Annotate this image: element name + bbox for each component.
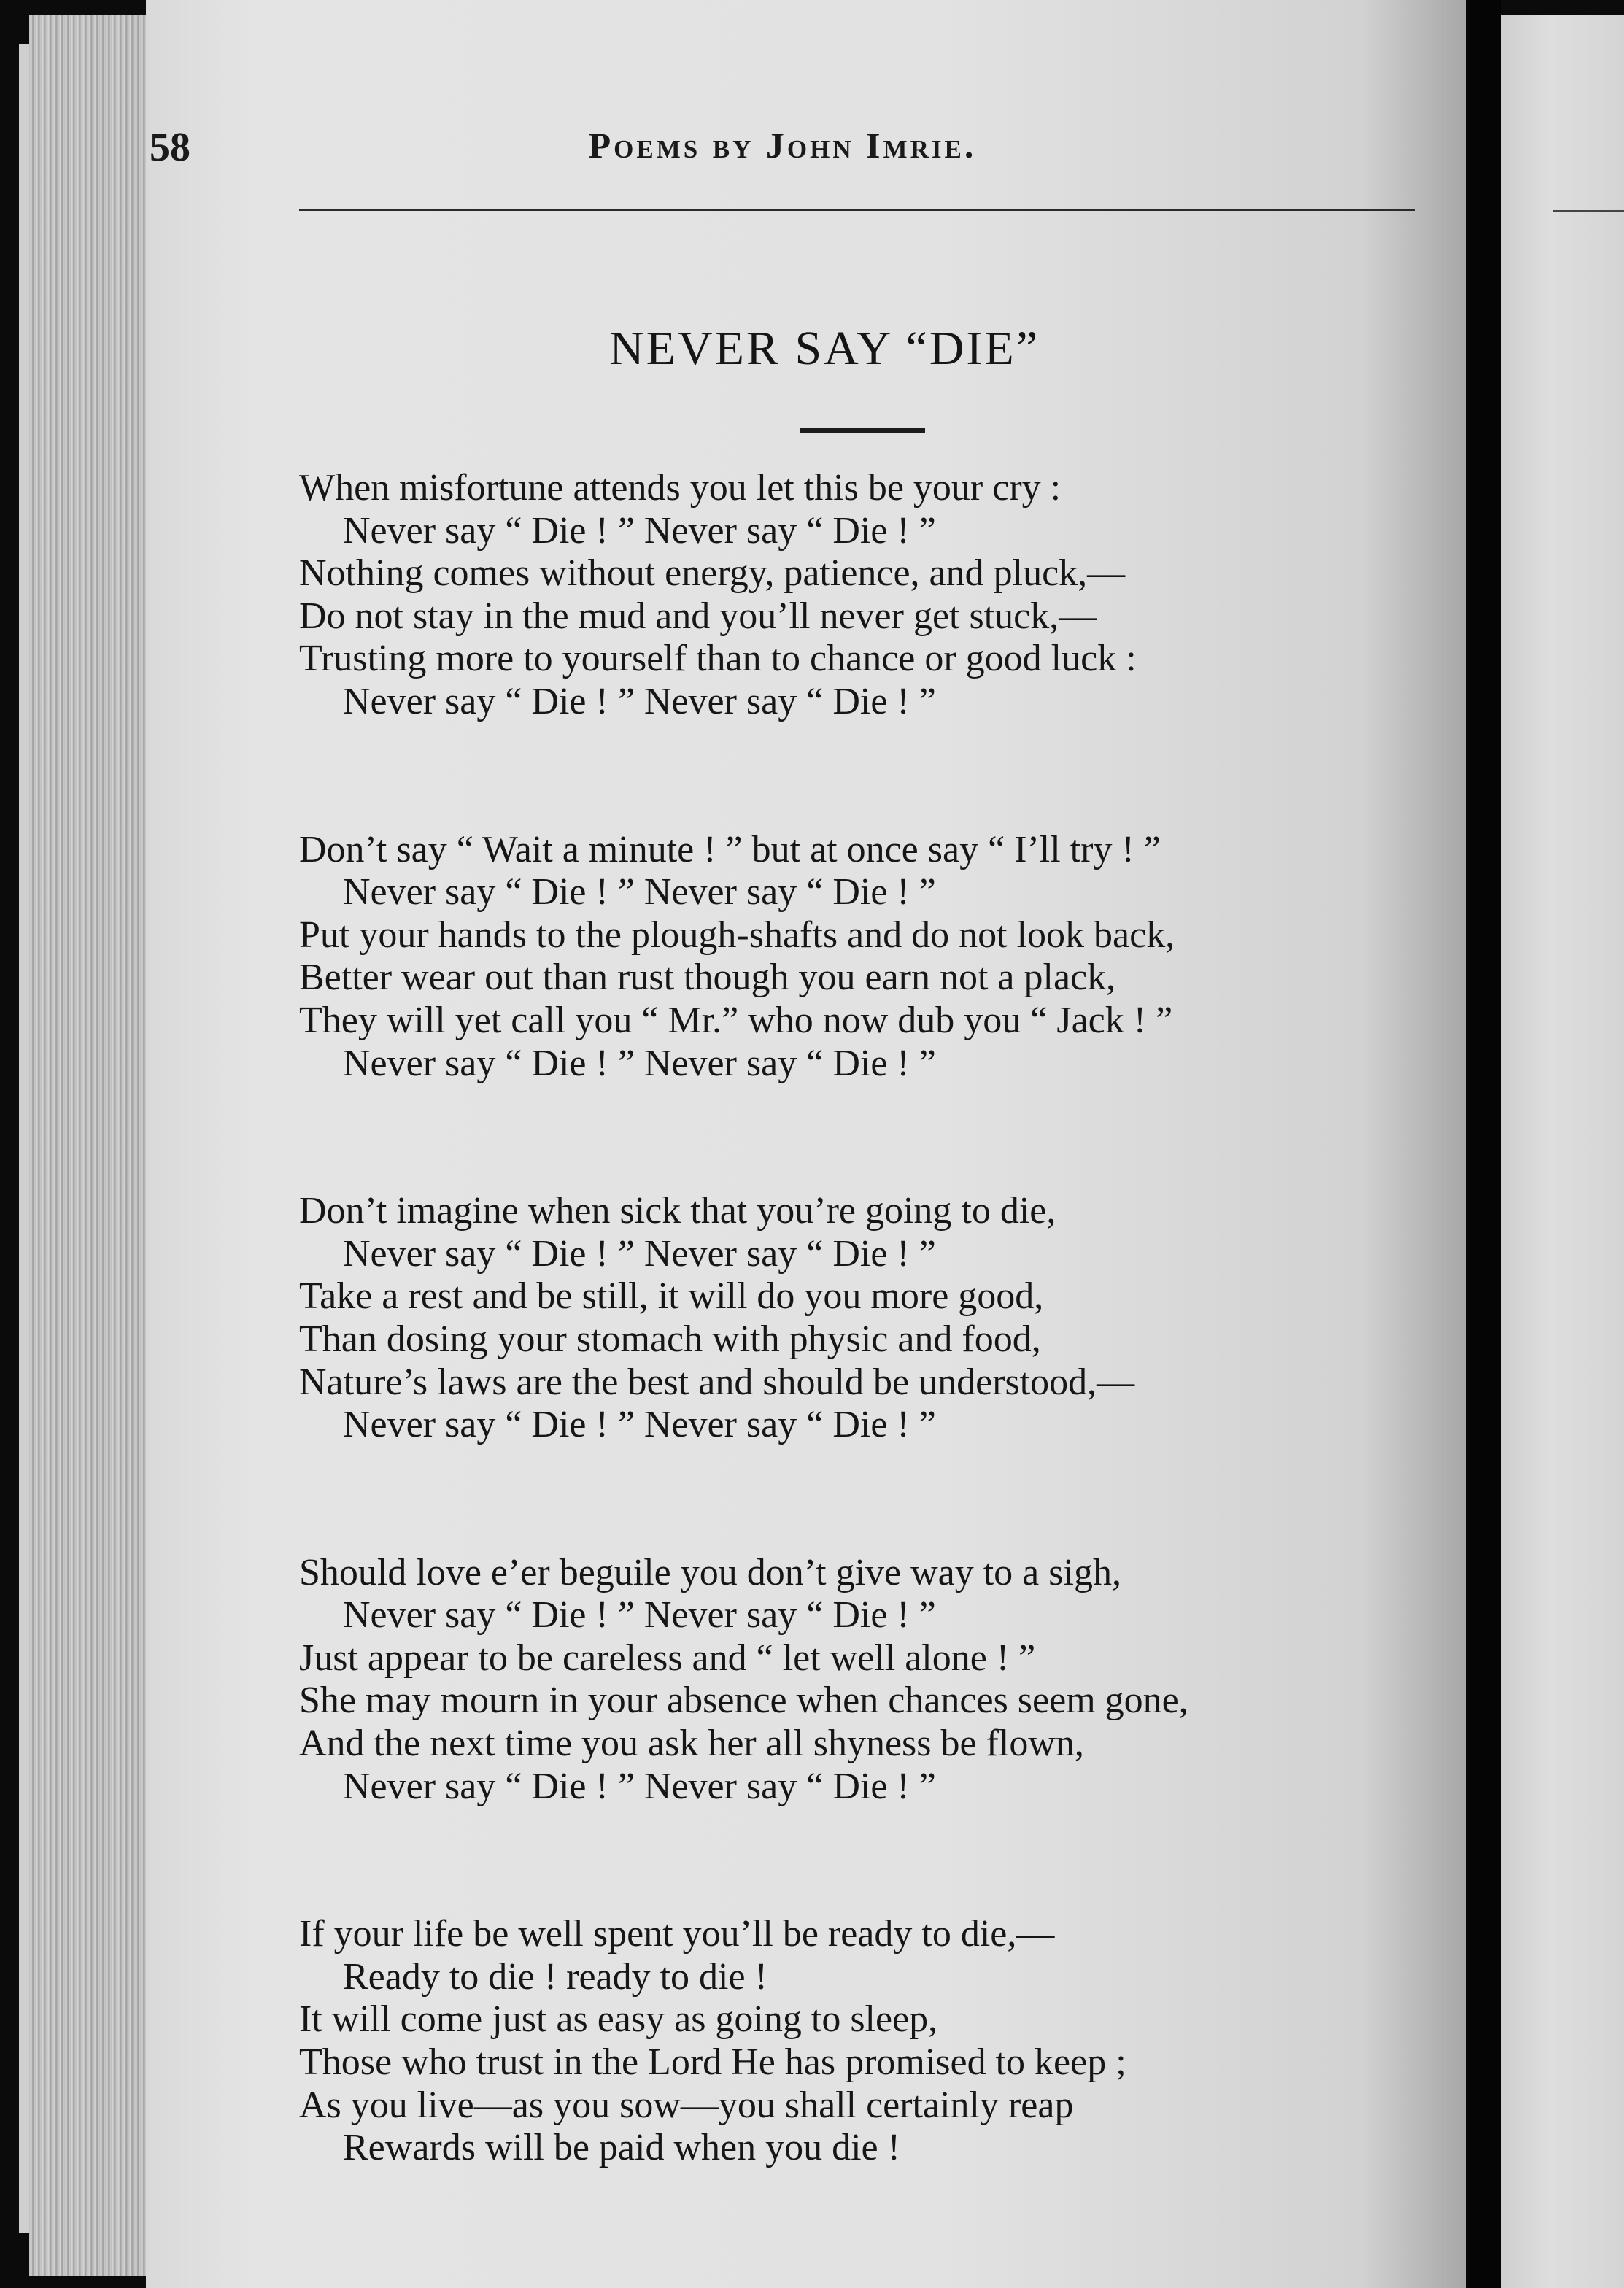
verse-line: Don’t imagine when sick that you’re going to die, <box>299 1190 1056 1232</box>
running-head <box>150 124 1415 182</box>
verse-line: It will come just as easy as going to sleep, <box>299 1998 938 2041</box>
facing-page-rule <box>1553 210 1624 212</box>
verse-line: Trusting more to yourself than to chance or good luck : <box>299 638 1137 680</box>
title-rule <box>800 428 925 433</box>
verse-line: As you live—as you sow—you shall certainly reap <box>299 2084 1074 2126</box>
book-gutter <box>1466 0 1501 2288</box>
poem-body <box>299 467 1437 2170</box>
verse-line: Take a rest and be still, it will do you more good, <box>299 1275 1044 1318</box>
verse-line: If your life be well spent you’ll be ready to die,— <box>299 1913 1055 1955</box>
book-page-edges <box>29 15 153 2276</box>
verse-line: They will yet call you “ Mr.” who now dub you “ Jack ! ” <box>299 999 1173 1041</box>
verse-line: She may mourn in your absence when chances seem gone, <box>299 1680 1188 1722</box>
stanza <box>299 1552 1437 1809</box>
refrain-line: Never say “ Die ! ” Never say “ Die ! ” <box>343 1765 936 1807</box>
verse-line: Nothing comes without energy, patience, and pluck,— <box>299 552 1126 595</box>
verse-line: Don’t say “ Wait a minute ! ” but at once say “ I’ll try ! ” <box>299 828 1161 870</box>
verse-line: Those who trust in the Lord He has promised to keep ; <box>299 2041 1126 2084</box>
refrain-line: Never say “ Die ! ” Never say “ Die ! ” <box>343 509 936 552</box>
poem-title: NEVER SAY “DIE” <box>608 322 1040 375</box>
refrain-line: Never say “ Die ! ” Never say “ Die ! ” <box>343 871 936 913</box>
verse-line: And the next time you ask her all shyness be flown, <box>299 1723 1084 1765</box>
stanza <box>299 1190 1437 1447</box>
refrain-line: Never say “ Die ! ” Never say “ Die ! ” <box>343 680 936 722</box>
header-rule <box>299 209 1415 211</box>
page-number: 58 <box>150 125 190 170</box>
verse-line: Do not stay in the mud and you’ll never get stuck,— <box>299 595 1097 637</box>
stanza <box>299 1913 1437 2170</box>
verse-line: Just appear to be careless and “ let well alone ! ” <box>299 1636 1036 1679</box>
refrain-line: Never say “ Die ! ” Never say “ Die ! ” <box>343 1404 936 1446</box>
refrain-line: Ready to die ! ready to die ! <box>343 1955 767 1998</box>
verse-line: Better wear out than rust though you earn not a plack, <box>299 956 1116 999</box>
verse-line: Should love e’er beguile you don’t give way to a sigh, <box>299 1551 1121 1593</box>
facing-page-edge <box>1501 15 1624 2288</box>
verse-line: Put your hands to the plough-shafts and do not look back, <box>299 913 1175 956</box>
refrain-line: Never say “ Die ! ” Never say “ Die ! ” <box>343 1232 936 1275</box>
refrain-line: Never say “ Die ! ” Never say “ Die ! ” <box>343 1042 936 1084</box>
running-title: Poems by John Imrie. <box>588 125 977 166</box>
stanza <box>299 467 1437 724</box>
refrain-line: Never say “ Die ! ” Never say “ Die ! ” <box>343 1594 936 1636</box>
verse-line: Than dosing your stomach with physic and food, <box>299 1318 1041 1360</box>
stanza <box>299 829 1437 1086</box>
verse-line: Nature’s laws are the best and should be understood,— <box>299 1361 1135 1403</box>
verse-line: When misfortune attends you let this be your cry : <box>299 467 1062 509</box>
refrain-line: Rewards will be paid when you die ! <box>343 2127 900 2169</box>
